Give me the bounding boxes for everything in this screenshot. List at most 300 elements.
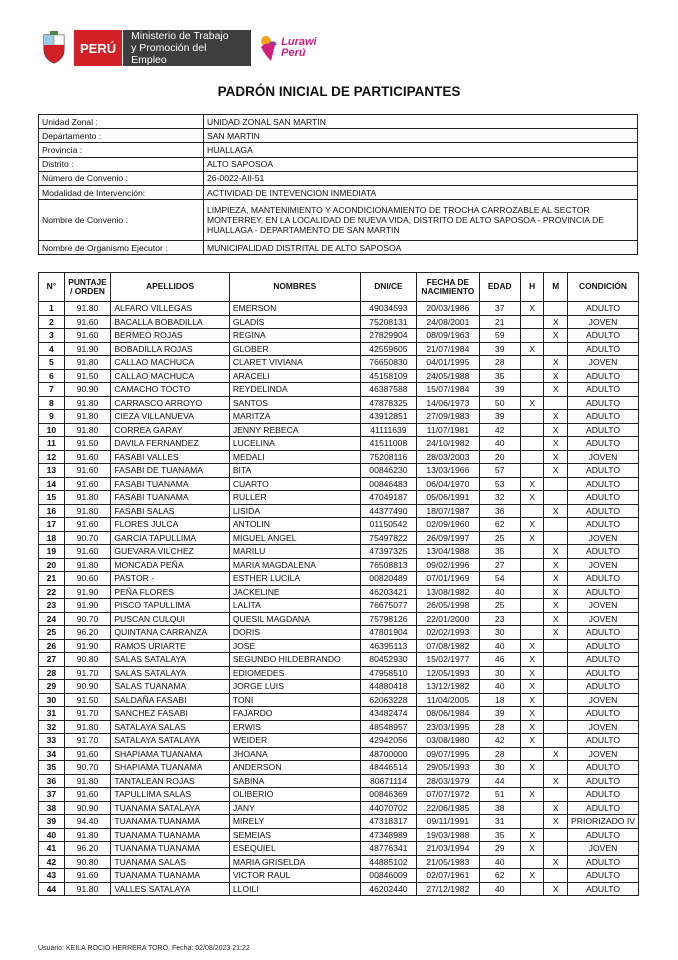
table-cell: 48446514 <box>360 761 416 775</box>
table-cell <box>520 410 544 424</box>
table-cell: RAMOS URIARTE <box>111 639 230 653</box>
table-cell: JANY <box>229 801 360 815</box>
table-cell: 8 <box>39 396 65 410</box>
table-cell: 09/07/1995 <box>417 747 479 761</box>
table-cell: 21 <box>39 572 65 586</box>
table-cell: 76650830 <box>360 356 416 370</box>
table-cell: 47878325 <box>360 396 416 410</box>
table-cell: 46395113 <box>360 639 416 653</box>
lurawi-logo-icon <box>257 33 279 63</box>
table-cell: 91.70 <box>64 666 111 680</box>
table-cell: PUSCAN CULQUI <box>111 612 230 626</box>
table-cell: 43912851 <box>360 410 416 424</box>
table-row <box>39 329 639 343</box>
table-cell: 14 <box>39 477 65 491</box>
table-cell <box>544 491 568 505</box>
table-cell: 90.90 <box>64 680 111 694</box>
table-cell: 36 <box>39 774 65 788</box>
table-cell: 04/01/1995 <box>417 356 479 370</box>
table-cell: 02/07/1961 <box>417 869 479 883</box>
table-cell <box>520 315 544 329</box>
table-cell: 40 <box>479 680 520 694</box>
table-cell: MIGUEL ANGEL <box>229 531 360 545</box>
table-cell: QUESIL MAGDANA <box>229 612 360 626</box>
table-cell: X <box>544 423 568 437</box>
table-cell: 91.80 <box>64 410 111 424</box>
table-cell: X <box>544 855 568 869</box>
table-cell: 57 <box>479 464 520 478</box>
table-cell: JOVEN <box>568 356 639 370</box>
table-cell: ESEQUIEL <box>229 842 360 856</box>
table-row <box>39 585 639 599</box>
table-cell: 37 <box>479 302 520 316</box>
table-cell: SHAPIAMA TUANAMA <box>111 747 230 761</box>
table-cell: 91.80 <box>64 423 111 437</box>
table-cell: 46 <box>479 653 520 667</box>
table-row <box>39 531 639 545</box>
table-cell: MARIA GRISELDA <box>229 855 360 869</box>
table-cell: 25 <box>39 626 65 640</box>
table-cell: X <box>544 626 568 640</box>
table-cell <box>520 801 544 815</box>
table-cell: 21 <box>479 315 520 329</box>
table-cell <box>544 653 568 667</box>
table-cell: 26/09/1997 <box>417 531 479 545</box>
table-cell: X <box>520 491 544 505</box>
table-cell: MONCADA PEÑA <box>111 558 230 572</box>
table-cell: 91.60 <box>64 315 111 329</box>
table-cell: 91.80 <box>64 504 111 518</box>
table-cell: 91.80 <box>64 356 111 370</box>
table-cell: TUANAMA TUANAMA <box>111 828 230 842</box>
table-cell <box>544 693 568 707</box>
table-cell: 24/10/1982 <box>417 437 479 451</box>
table-cell: X <box>520 653 544 667</box>
table-cell: 12/05/1993 <box>417 666 479 680</box>
table-cell: 90.90 <box>64 383 111 397</box>
table-cell: MEDALI <box>229 450 360 464</box>
table-cell: 20/03/1986 <box>417 302 479 316</box>
info-label: Número de Convenio : <box>39 171 204 185</box>
table-cell: 91.60 <box>64 747 111 761</box>
table-cell: DAVILA FERNANDEZ <box>111 437 230 451</box>
table-cell: GUEVARA VILCHEZ <box>111 545 230 559</box>
table-cell: 91.60 <box>64 545 111 559</box>
table-cell: LISIDA <box>229 504 360 518</box>
table-cell: TUANAMA SATALAYA <box>111 801 230 815</box>
table-cell: LLOILI <box>229 882 360 896</box>
table-cell <box>520 545 544 559</box>
table-cell: TAPULLIMA SALAS <box>111 788 230 802</box>
table-cell: GARCIA TAPULLIMA <box>111 531 230 545</box>
table-cell: 23 <box>39 599 65 613</box>
table-cell: 39 <box>479 342 520 356</box>
table-cell: 44 <box>39 882 65 896</box>
info-label: Unidad Zonal : <box>39 115 204 129</box>
table-cell: ADULTO <box>568 639 639 653</box>
table-cell: JOVEN <box>568 693 639 707</box>
table-row <box>39 666 639 680</box>
table-cell: X <box>520 531 544 545</box>
table-cell: 39 <box>39 815 65 829</box>
table-cell: 25 <box>479 531 520 545</box>
table-cell: ADULTO <box>568 761 639 775</box>
info-value: ACTIVIDAD DE INTEVENCION INMEDIATA <box>204 185 638 199</box>
table-row <box>39 626 639 640</box>
table-cell: 44885102 <box>360 855 416 869</box>
table-cell: X <box>520 734 544 748</box>
table-cell: 80452930 <box>360 653 416 667</box>
table-cell: ADULTO <box>568 477 639 491</box>
page-title: PADRÓN INICIAL DE PARTICIPANTES <box>217 84 461 99</box>
column-header: FECHA DE NACIMIENTO <box>417 273 479 302</box>
table-cell: 18 <box>479 693 520 707</box>
table-cell: 09/11/1991 <box>417 815 479 829</box>
table-cell: SALAS SATALAYA <box>111 653 230 667</box>
table-cell: X <box>544 450 568 464</box>
table-cell: 11 <box>39 437 65 451</box>
table-row <box>39 477 639 491</box>
table-row <box>39 639 639 653</box>
table-row <box>39 788 639 802</box>
table-row <box>39 302 639 316</box>
table-cell: 7 <box>39 383 65 397</box>
table-cell: ARACELI <box>229 369 360 383</box>
table-cell: MARIA MAGDALENA <box>229 558 360 572</box>
table-cell: 40 <box>479 882 520 896</box>
table-cell: X <box>520 707 544 721</box>
table-cell <box>520 437 544 451</box>
table-cell: ADULTO <box>568 666 639 680</box>
table-cell: BERMEO ROJAS <box>111 329 230 343</box>
table-row <box>39 410 639 424</box>
table-cell: 24/05/1988 <box>417 369 479 383</box>
table-cell: ALFARO VILLEGAS <box>111 302 230 316</box>
table-cell: 44880418 <box>360 680 416 694</box>
table-cell: FAJARDO <box>229 707 360 721</box>
table-cell: JOVEN <box>568 842 639 856</box>
table-cell: 47049187 <box>360 491 416 505</box>
info-row <box>39 143 638 157</box>
table-cell: ADULTO <box>568 585 639 599</box>
table-cell: FASABI SALAS <box>111 504 230 518</box>
table-cell: TUANAMA TUANAMA <box>111 869 230 883</box>
table-cell: X <box>520 869 544 883</box>
table-cell: 21/05/1983 <box>417 855 479 869</box>
table-cell: 35 <box>39 761 65 775</box>
table-cell <box>544 666 568 680</box>
table-cell: 46387588 <box>360 383 416 397</box>
table-cell: 07/01/1969 <box>417 572 479 586</box>
table-cell: 91.80 <box>64 828 111 842</box>
table-cell: 21/03/1994 <box>417 842 479 856</box>
info-row <box>39 185 638 199</box>
table-cell: 91.50 <box>64 369 111 383</box>
table-row <box>39 504 639 518</box>
table-cell: EMERSON <box>229 302 360 316</box>
table-cell: ADULTO <box>568 882 639 896</box>
table-cell: LALITA <box>229 599 360 613</box>
info-row <box>39 157 638 171</box>
table-cell: 30 <box>479 761 520 775</box>
table-cell: FASABI TUANAMA <box>111 477 230 491</box>
table-cell: JHOANA <box>229 747 360 761</box>
column-header: CONDICIÓN <box>568 273 639 302</box>
table-cell: REGINA <box>229 329 360 343</box>
table-cell: 40 <box>479 855 520 869</box>
info-label: Distrito : <box>39 157 204 171</box>
table-cell <box>520 747 544 761</box>
table-cell <box>544 734 568 748</box>
table-cell <box>544 761 568 775</box>
table-cell: MIRELY <box>229 815 360 829</box>
table-cell: 91.50 <box>64 437 111 451</box>
table-cell: 28/03/2003 <box>417 450 479 464</box>
info-label: Departamento : <box>39 129 204 143</box>
table-cell: 50 <box>479 396 520 410</box>
table-cell: SALAS TUANAMA <box>111 680 230 694</box>
info-label: Nombre de Convenio : <box>39 200 204 241</box>
column-header: PUNTAJE / ORDEN <box>64 273 111 302</box>
table-cell: 90.90 <box>64 801 111 815</box>
table-cell: X <box>544 815 568 829</box>
table-cell: X <box>520 477 544 491</box>
table-row <box>39 680 639 694</box>
table-row <box>39 545 639 559</box>
table-cell: 91.60 <box>64 518 111 532</box>
table-cell: OLIBERIO <box>229 788 360 802</box>
table-cell: 76675077 <box>360 599 416 613</box>
table-row <box>39 396 639 410</box>
table-cell: 91.80 <box>64 558 111 572</box>
table-cell: BITA <box>229 464 360 478</box>
table-cell: X <box>520 639 544 653</box>
table-cell <box>544 788 568 802</box>
table-cell: 00820489 <box>360 572 416 586</box>
table-cell: FASABI VALLES <box>111 450 230 464</box>
table-cell: 14/06/1973 <box>417 396 479 410</box>
table-cell: 06/04/1970 <box>417 477 479 491</box>
table-cell: 41111639 <box>360 423 416 437</box>
table-cell: 12 <box>39 450 65 464</box>
table-cell: ADULTO <box>568 626 639 640</box>
table-cell: CALLAO MACHUCA <box>111 356 230 370</box>
table-cell: SABINA <box>229 774 360 788</box>
table-cell: 1 <box>39 302 65 316</box>
table-cell: ERWIS <box>229 720 360 734</box>
table-cell: WEIDER <box>229 734 360 748</box>
table-cell: 08/09/1963 <box>417 329 479 343</box>
table-cell: 15/02/1977 <box>417 653 479 667</box>
table-cell: 4 <box>39 342 65 356</box>
table-cell: CALLAO MACHUCA <box>111 369 230 383</box>
table-cell: X <box>544 612 568 626</box>
table-cell: 51 <box>479 788 520 802</box>
table-cell: JOVEN <box>568 558 639 572</box>
page-header <box>40 26 317 70</box>
info-row <box>39 129 638 143</box>
table-cell: PEÑA FLORES <box>111 585 230 599</box>
table-cell: JOVEN <box>568 599 639 613</box>
table-cell: 90.80 <box>64 855 111 869</box>
table-cell: 00846483 <box>360 477 416 491</box>
table-row <box>39 747 639 761</box>
info-value: LIMPIEZA, MANTENIMIENTO Y ACONDICIONAMIENTO DE TROCHA CARROZABLE AL SECTOR MONTERREY, EN LA LOCALIDAD DE NUEVA VIDA, DISTRITO DE ALTO SAPOSOA - PROVINCIA DE HUALLAGA - DEPARTAMENTO DE SAN MARTIN <box>204 200 638 241</box>
table-cell: 90.80 <box>64 653 111 667</box>
column-header: H <box>520 273 544 302</box>
info-value: HUALLAGA <box>204 143 638 157</box>
table-cell: 23 <box>479 612 520 626</box>
table-cell: ADULTO <box>568 504 639 518</box>
table-cell <box>520 383 544 397</box>
table-cell: 27829904 <box>360 329 416 343</box>
table-cell <box>520 855 544 869</box>
table-cell: 76508813 <box>360 558 416 572</box>
table-cell: 19 <box>39 545 65 559</box>
table-cell: X <box>520 518 544 532</box>
table-row <box>39 491 639 505</box>
table-cell: 91.80 <box>64 882 111 896</box>
table-cell: SHAPIAMA TUANAMA <box>111 761 230 775</box>
table-cell: REYDELINDA <box>229 383 360 397</box>
table-cell: 43 <box>39 869 65 883</box>
table-cell: X <box>520 680 544 694</box>
table-cell: 00846009 <box>360 869 416 883</box>
info-value: SAN MARTIN <box>204 129 638 143</box>
table-cell: 47348989 <box>360 828 416 842</box>
table-cell: 28 <box>479 356 520 370</box>
table-cell: 42559605 <box>360 342 416 356</box>
table-cell: 90.70 <box>64 761 111 775</box>
table-cell: ADULTO <box>568 518 639 532</box>
table-cell: X <box>544 329 568 343</box>
info-value: ALTO SAPOSOA <box>204 157 638 171</box>
table-cell: 29 <box>39 680 65 694</box>
table-cell: 91.80 <box>64 302 111 316</box>
table-cell: 6 <box>39 369 65 383</box>
table-cell: ADULTO <box>568 653 639 667</box>
ministry-line-2: y Promoción del Empleo <box>131 42 207 66</box>
table-row <box>39 855 639 869</box>
table-cell: 90.60 <box>64 572 111 586</box>
table-row <box>39 612 639 626</box>
table-cell: 91.60 <box>64 329 111 343</box>
table-cell: 91.80 <box>64 720 111 734</box>
table-row <box>39 761 639 775</box>
table-cell: 26/05/1998 <box>417 599 479 613</box>
table-cell: 30 <box>39 693 65 707</box>
table-cell: BOBADILLA ROJAS <box>111 342 230 356</box>
table-row <box>39 869 639 883</box>
table-cell: 03/08/1980 <box>417 734 479 748</box>
table-cell: ADULTO <box>568 383 639 397</box>
table-cell: 75208131 <box>360 315 416 329</box>
table-row <box>39 774 639 788</box>
table-cell: X <box>544 383 568 397</box>
table-cell: 22/06/1985 <box>417 801 479 815</box>
table-cell: X <box>544 437 568 451</box>
table-cell: 46203421 <box>360 585 416 599</box>
table-cell: LUCELINA <box>229 437 360 451</box>
table-cell <box>520 504 544 518</box>
table-cell: ADULTO <box>568 491 639 505</box>
table-cell: X <box>544 356 568 370</box>
table-cell: X <box>544 545 568 559</box>
table-row <box>39 369 639 383</box>
table-cell: PISCO TAPULLIMA <box>111 599 230 613</box>
table-cell: JOVEN <box>568 450 639 464</box>
table-cell: 19/03/1988 <box>417 828 479 842</box>
table-cell: TUANAMA SALAS <box>111 855 230 869</box>
table-cell: 44070702 <box>360 801 416 815</box>
table-cell: X <box>520 693 544 707</box>
table-row <box>39 464 639 478</box>
table-cell: 75497822 <box>360 531 416 545</box>
table-cell: 91.90 <box>64 585 111 599</box>
table-cell: 91.70 <box>64 734 111 748</box>
table-cell: 01150542 <box>360 518 416 532</box>
table-cell: 62063228 <box>360 693 416 707</box>
table-cell: X <box>544 315 568 329</box>
table-cell: ADULTO <box>568 437 639 451</box>
table-cell <box>520 558 544 572</box>
table-cell: 22/01/2000 <box>417 612 479 626</box>
table-cell: 10 <box>39 423 65 437</box>
column-header: N° <box>39 273 65 302</box>
table-row <box>39 342 639 356</box>
table-cell: 48548957 <box>360 720 416 734</box>
table-cell: 91.90 <box>64 342 111 356</box>
table-cell: MARILU <box>229 545 360 559</box>
table-cell: 20 <box>39 558 65 572</box>
table-cell <box>544 720 568 734</box>
table-cell: 2 <box>39 315 65 329</box>
table-cell: 32 <box>479 491 520 505</box>
table-cell: FLORES JULCA <box>111 518 230 532</box>
table-cell: ADULTO <box>568 302 639 316</box>
table-cell: 18/07/1987 <box>417 504 479 518</box>
table-cell: 28 <box>39 666 65 680</box>
table-cell: 13 <box>39 464 65 478</box>
table-cell: X <box>544 747 568 761</box>
table-cell: 35 <box>479 545 520 559</box>
table-cell: X <box>520 666 544 680</box>
table-cell: X <box>520 302 544 316</box>
table-cell: 49034593 <box>360 302 416 316</box>
table-cell: ADULTO <box>568 545 639 559</box>
table-cell: VICTOR RAUL <box>229 869 360 883</box>
table-cell: JENNY REBECA <box>229 423 360 437</box>
table-cell: 13/12/1982 <box>417 680 479 694</box>
table-cell: X <box>544 882 568 896</box>
table-cell: 80671114 <box>360 774 416 788</box>
table-row <box>39 842 639 856</box>
table-cell: 33 <box>39 734 65 748</box>
table-cell: 91.50 <box>64 693 111 707</box>
table-cell <box>520 585 544 599</box>
table-cell: 39 <box>479 383 520 397</box>
table-cell: QUINTANA CARRANZA <box>111 626 230 640</box>
table-cell: SATALAYA SATALAYA <box>111 734 230 748</box>
ministry-label <box>123 30 251 66</box>
table-row <box>39 828 639 842</box>
table-cell: ADULTO <box>568 869 639 883</box>
table-cell <box>544 707 568 721</box>
table-cell <box>544 302 568 316</box>
table-cell: X <box>520 842 544 856</box>
table-cell: 07/08/1982 <box>417 639 479 653</box>
info-value: MUNICIPALIDAD DISTRITAL DE ALTO SAPOSOA <box>204 241 638 255</box>
